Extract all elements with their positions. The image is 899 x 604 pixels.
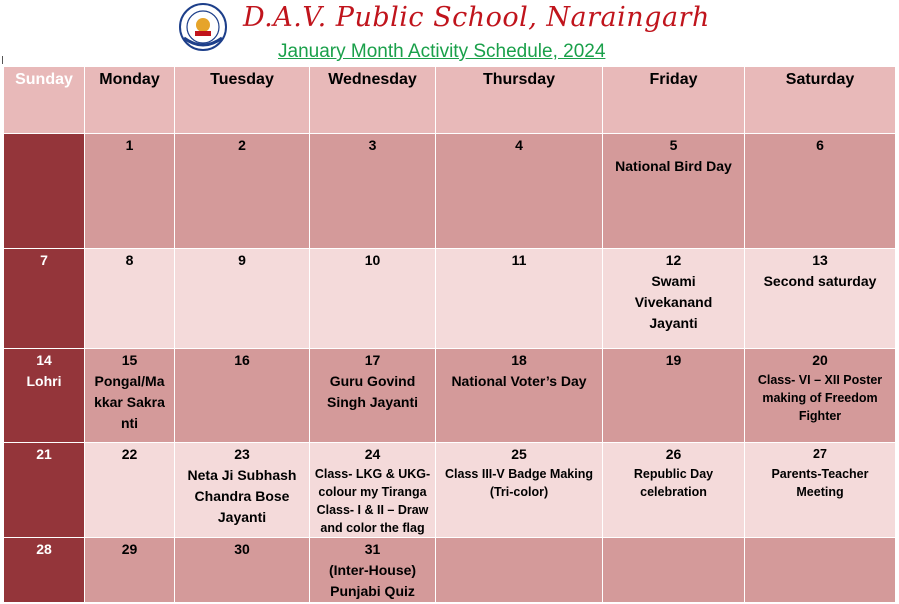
day-event: (Inter-House) Punjabi Quiz — [328, 562, 417, 599]
day-cell — [745, 134, 896, 249]
day-cell — [175, 538, 310, 603]
day-event: National Voter’s Day — [451, 373, 587, 389]
day-number: 3 — [368, 137, 377, 153]
day-cell — [175, 443, 310, 538]
day-cell — [4, 249, 85, 349]
day-cell-empty — [603, 538, 745, 603]
day-cell — [310, 249, 436, 349]
day-number: 20 — [812, 352, 828, 368]
weekday-tuesday: Tuesday — [175, 67, 310, 134]
day-event: Class III-V Badge Making (Tri-color) — [445, 467, 593, 499]
day-number: 26 — [665, 446, 682, 462]
day-number: 6 — [816, 137, 824, 153]
week-row-4 — [4, 443, 896, 538]
weekday-saturday: Saturday — [745, 67, 896, 134]
day-number: 16 — [234, 352, 250, 368]
day-number: 15 — [121, 352, 138, 368]
day-number: 5 — [669, 137, 678, 153]
day-cell — [310, 443, 436, 538]
day-cell — [745, 349, 896, 443]
day-event: National Bird Day — [615, 158, 732, 174]
weekday-friday: Friday — [603, 67, 745, 134]
day-cell — [85, 349, 175, 443]
day-cell — [85, 538, 175, 603]
day-number: 8 — [125, 252, 134, 268]
week-row-2 — [4, 249, 896, 349]
week-row-5 — [4, 538, 896, 603]
day-cell — [175, 134, 310, 249]
day-number: 25 — [511, 446, 527, 462]
weekday-monday: Monday — [85, 67, 175, 134]
day-number: 31 — [364, 541, 381, 557]
day-cell — [4, 538, 85, 603]
day-number: 13 — [812, 252, 828, 268]
margin-mark — [2, 56, 3, 64]
day-cell — [603, 349, 745, 443]
day-number: 4 — [515, 137, 523, 153]
week-row-1 — [4, 134, 896, 249]
day-cell — [436, 443, 603, 538]
day-number: 21 — [36, 446, 52, 462]
day-number: 17 — [364, 352, 381, 368]
day-number: 10 — [364, 252, 381, 268]
day-number: 30 — [234, 541, 250, 557]
weekday-sunday: Sunday — [4, 67, 85, 134]
schedule-title: January Month Activity Schedule, 2024 — [278, 41, 606, 62]
day-cell — [85, 443, 175, 538]
day-number: 9 — [238, 252, 246, 268]
day-number: 22 — [121, 446, 138, 462]
day-event: Neta Ji Subhash Chandra Bose Jayanti — [187, 467, 297, 525]
day-cell — [175, 349, 310, 443]
day-cell — [310, 349, 436, 443]
day-number: 2 — [238, 137, 246, 153]
day-cell — [603, 249, 745, 349]
document-header — [0, 0, 899, 66]
weekday-wednesday: Wednesday — [310, 67, 436, 134]
day-cell — [4, 443, 85, 538]
day-event: Parents-Teacher Meeting — [771, 467, 869, 499]
day-cell — [436, 249, 603, 349]
day-number: 11 — [511, 252, 527, 268]
day-event: Class- VI – XII Poster making of Freedom Fighter — [757, 373, 883, 423]
day-cell — [85, 249, 175, 349]
day-cell — [745, 443, 896, 538]
day-number: 14 — [36, 352, 52, 368]
day-cell — [603, 443, 745, 538]
day-cell — [745, 249, 896, 349]
day-cell — [175, 249, 310, 349]
day-cell — [310, 134, 436, 249]
day-cell — [4, 349, 85, 443]
weekday-header-row — [4, 67, 896, 134]
school-logo-icon — [178, 2, 228, 52]
day-number: 12 — [665, 252, 682, 268]
day-number: 1 — [125, 137, 134, 153]
day-cell-empty — [4, 134, 85, 249]
school-name: D.A.V. Public School, Naraingarh — [243, 2, 710, 33]
day-number: 7 — [40, 252, 48, 268]
day-event: Second saturday — [763, 273, 877, 289]
day-cell — [310, 538, 436, 603]
day-cell — [603, 134, 745, 249]
day-event: Republic Day celebration — [633, 467, 714, 499]
calendar-table — [3, 66, 896, 603]
day-number: 24 — [364, 446, 381, 462]
week-row-3 — [4, 349, 896, 443]
day-event: Pongal/Makkar Sakranti — [94, 373, 165, 431]
weekday-thursday: Thursday — [436, 67, 603, 134]
day-cell — [85, 134, 175, 249]
day-event: Lohri — [26, 373, 62, 389]
day-event: Swami Vivekanand Jayanti — [634, 273, 713, 331]
day-event: Class- LKG & UKG- colour my Tiranga Class- I & II – Draw and color the flag — [314, 467, 431, 535]
day-number: 29 — [121, 541, 138, 557]
day-event: Guru Govind Singh Jayanti — [326, 373, 419, 410]
day-cell-empty — [745, 538, 896, 603]
day-number: 27 — [813, 447, 827, 461]
day-cell — [436, 349, 603, 443]
day-cell-empty — [436, 538, 603, 603]
day-number: 28 — [36, 541, 52, 557]
day-number: 23 — [234, 446, 250, 462]
day-number: 18 — [511, 352, 527, 368]
day-number: 19 — [665, 352, 682, 368]
day-cell — [436, 134, 603, 249]
